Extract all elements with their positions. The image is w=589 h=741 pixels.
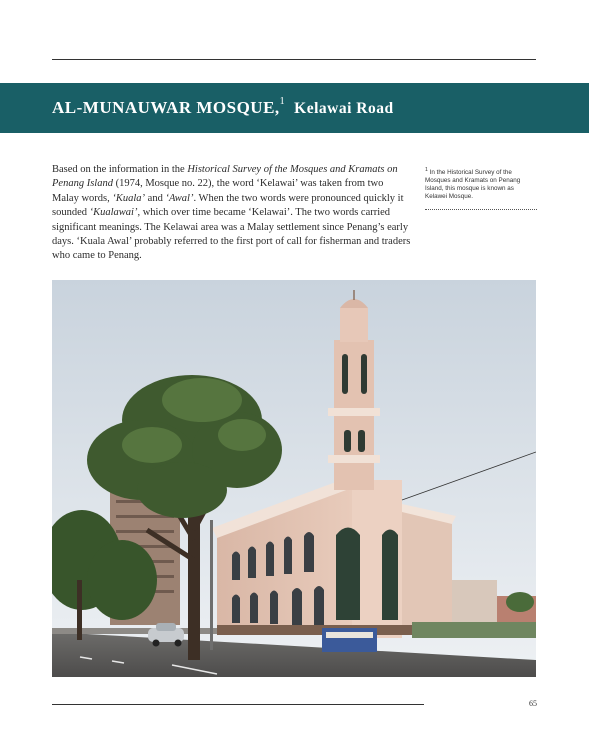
word-awal: ‘Awal’ xyxy=(165,192,194,204)
mosque-name: AL-MUNAUWAR MOSQUE, xyxy=(52,98,280,117)
survey-title: Historical Survey of the Mosques and Kramats on Penang Island xyxy=(52,164,398,190)
footnote-rule xyxy=(425,209,537,210)
footnote xyxy=(425,166,537,201)
bottom-rule xyxy=(52,704,424,705)
text-run: Based on the information in the xyxy=(52,164,188,175)
road-name: Kelawai Road xyxy=(294,100,394,117)
top-rule xyxy=(52,59,536,60)
page-number: 65 xyxy=(529,699,537,708)
mosque-photo-illustration xyxy=(52,280,536,677)
title-banner xyxy=(0,83,589,133)
mosque-photo xyxy=(52,280,536,677)
word-kuala: ‘Kuala’ xyxy=(112,192,146,204)
body-paragraph xyxy=(52,163,412,264)
footnote-text: In the Historical Survey of the Mosques and Kramats on Penang Island, this mosque is known as Kelawei Mosque. xyxy=(425,169,521,201)
text-run: and xyxy=(145,192,166,204)
text-run: (1974, Mosque no. 22), the word ‘Kelawai’ was taken from two Malay words, xyxy=(52,178,384,204)
text-run: , which over time became ‘Kelawai’. The two words carried significant meanings. The Kelawai area was a Malay settlement since Penang’s early days. ‘Kuala Awal’ probably referred to the first port of call for fisherman and traders who came to Penang. xyxy=(52,207,411,262)
text-run: . When the two words were pronounced quickly it sounded xyxy=(52,192,404,219)
title-footnote-mark: 1 xyxy=(279,96,286,108)
word-kualawai: ‘Kualawai’ xyxy=(89,207,138,219)
page-title xyxy=(52,98,394,118)
footnote-mark: 1 xyxy=(425,167,428,173)
